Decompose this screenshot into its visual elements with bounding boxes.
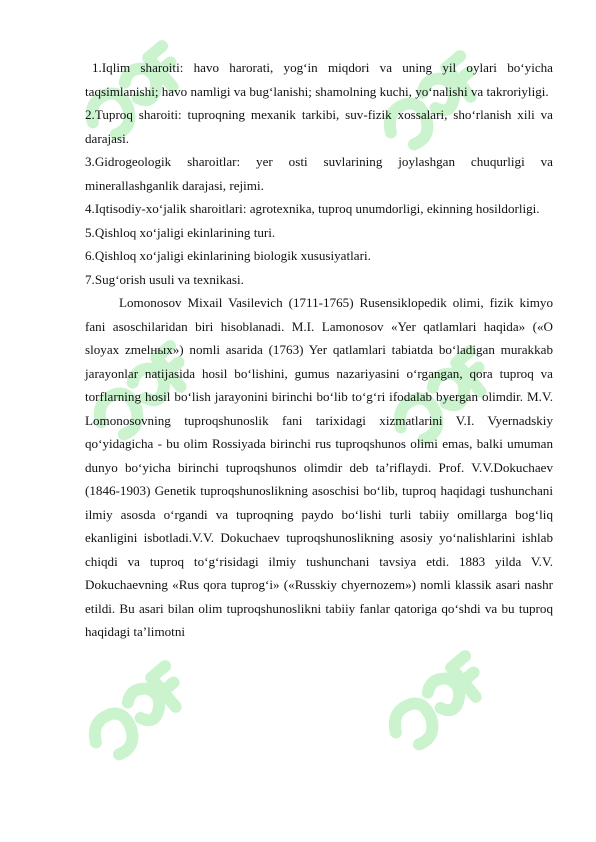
- list-item: 1.Iqlim sharoiti: havo harorati, yog‘in miqdori va uning yil oylari bo‘yicha taqsimlanishi; havo namligi va bug‘lanishi; shamolning kuchi, yo‘nalishi va takroriyligi.: [85, 60, 553, 99]
- list-item: 2.Tuproq sharoiti: tuproqning mexanik tarkibi, suv-fizik xossalari, sho‘rlanish xili va darajasi.: [85, 107, 553, 146]
- watermark-logo: [365, 640, 515, 790]
- list-item: 6.Qishloq xo‘jaligi ekinlarining biologik xususiyatlari.: [85, 248, 371, 263]
- body-paragraph: Lomonosov Mixail Vasilevich (1711-1765) Rusensiklopedik olimi, fizik kimyo fani asoschilaridan biri hisoblanadi. M.I. Lamonosov «Yer qatlamlari haqida» («O sloyax zmelных») nomli asarida (1763) Yer qatlamlari tabiatda bo‘ladigan murakkab jarayonlar natijasida hosil bo‘lishini, gumus nazariyasini o‘rgangan, qora tuproq va torflarning hosil bo‘lish jarayonini birinchi bo‘lib to‘g‘ri ifodalab byergan olimdir. M.V. Lomonosovning tuproqshunoslik fani tarixidagi xizmatlarini V.I. Vyernadskiy qo‘yidagicha - bu olim Rossiyada birinchi rus tuproqshunos olimi emas, balki umuman dunyo bo‘yicha birinchi tuproqshunos olimdir deb ta’riflaydi. Prof. V.V.Dokuchaev (1846-1903) Genetik tuproqshunoslikning asoschisi bo‘lib, tuproq haqidagi tushunchani ilmiy asosda o‘rgandi va tuproqning paydo bo‘lishi turli tabiiy omillarga bog‘liq ekanligini isbotladi.V.V. Dokuchaev tuproqshunoslikning asosiy yo‘nalishlarini ishlab chiqdi va tuproq to‘g‘risidagi ilmiy tushunchani tavsiya etdi. 1883 yilda V.V. Dokuchaevning «Rus qora tuprog‘i» («Russkiy chyernozem») nomli klassik asari nashr etildi. Bu asari bilan olim tuproqshunoslikni tabiiy fanlar qatoriga qo‘shdi va bu tuproq haqidagi ta’limotni: [85, 295, 553, 639]
- list-item: 3.Gidrogeologik sharoitlar: yer osti suvlarining joylashgan chuqurligi va minerallashganlik darajasi, rejimi.: [85, 154, 553, 193]
- list-item: 5.Qishloq xo‘jaligi ekinlarining turi.: [85, 224, 276, 240]
- list-item: 4.Iqtisodiy-xo‘jalik sharoitlari: agrotexnika, tuproq unumdorligi, ekinning hosildorligi.: [85, 201, 540, 216]
- watermark-logo: [65, 650, 215, 800]
- document-body: [85, 56, 553, 644]
- list-item: 7.Sug‘orish usuli va texnikasi.: [85, 271, 244, 287]
